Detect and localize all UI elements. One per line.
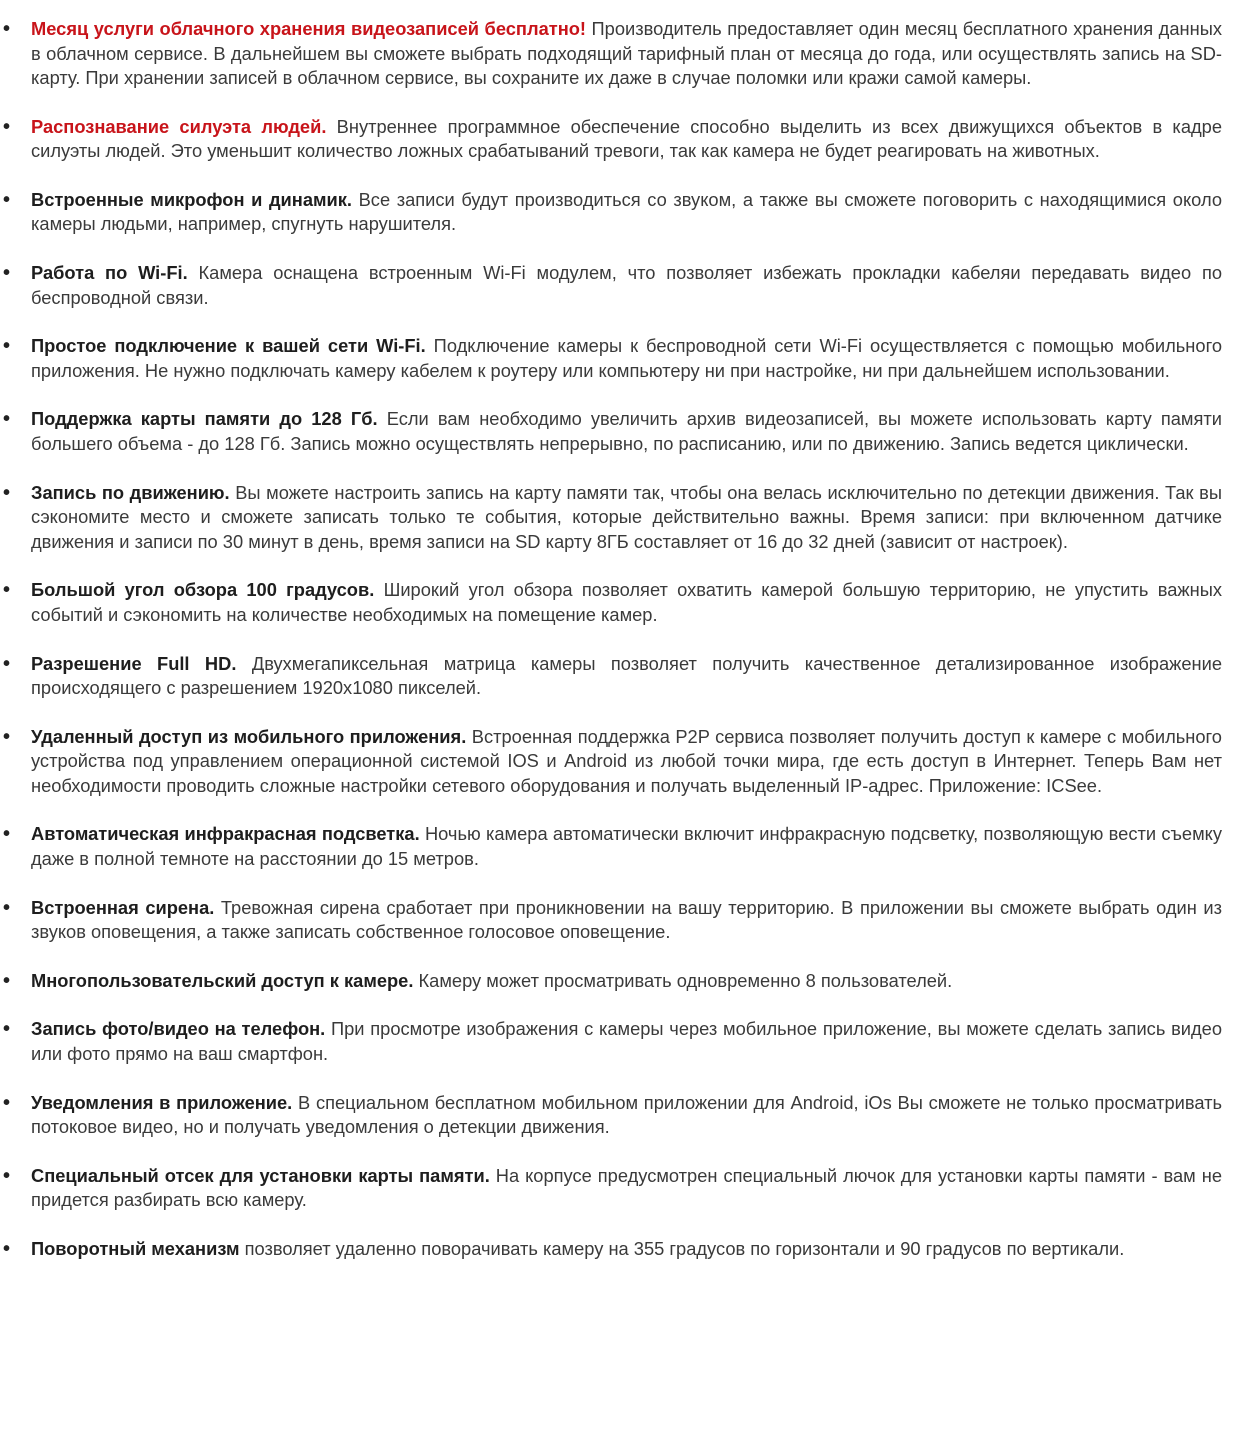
feature-item bbox=[0, 578, 1234, 627]
feature-item bbox=[0, 725, 1234, 799]
bullet-icon: • bbox=[3, 896, 11, 919]
feature-text: Камеру может просматривать одновременно 8 пользователей. bbox=[413, 969, 953, 991]
feature-text: Камера оснащена встроенным Wi-Fi модулем, что позволяет избежать прокладки кабеляи передавать видео по беспроводной связи. bbox=[31, 262, 1223, 308]
feature-title: Простое подключение к вашей сети Wi-Fi. bbox=[31, 335, 426, 357]
feature-text: Внутреннее программное обеспечение способно выделить из всех движущихся объектов в кадре силуэты людей. Это уменьшит количество ложных срабатываний тревоги, так как камера не будет реагировать на животных. bbox=[31, 115, 1222, 162]
bullet-icon: • bbox=[3, 18, 11, 40]
feature-text: Широкий угол обзора позволяет охватить камерой большую территорию, не упустить важных событий и сэкономить на количестве необходимых на помещение камер. bbox=[31, 579, 1222, 625]
feature-title: Поворотный механизм bbox=[31, 1238, 240, 1259]
feature-title: Разрешение Full HD. bbox=[31, 652, 237, 674]
feature-title: Запись фото/видео на телефон. bbox=[31, 1018, 326, 1040]
feature-item bbox=[0, 115, 1234, 164]
feature-item bbox=[0, 1091, 1234, 1140]
feature-text: Производитель предоставляет один месяц бесплатного хранения данных в облачном сервисе. В дальнейшем вы сможете выбрать подходящий тарифный план от месяца до года, или осуществлять запись на SD-карту. При хранении записей в облачном сервисе, вы сохраните их даже в случае поломки или кражи самой камеры. bbox=[31, 18, 1222, 88]
feature-title: Встроенные микрофон и динамик. bbox=[31, 188, 352, 210]
bullet-icon: • bbox=[3, 335, 11, 358]
bullet-icon: • bbox=[3, 481, 11, 504]
bullet-icon: • bbox=[3, 1238, 11, 1260]
feature-item bbox=[0, 188, 1234, 237]
bullet-icon: • bbox=[3, 115, 11, 138]
feature-text: Если вам необходимо увеличить архив видеозаписей, вы можете использовать карту памяти большего объема - до 128 Гб. Запись можно осуществлять непрерывно, по расписанию, или по движению. Запись ведется циклически. bbox=[31, 408, 1222, 454]
feature-title: Запись по движению. bbox=[31, 481, 230, 503]
bullet-icon: • bbox=[3, 725, 11, 748]
bullet-icon: • bbox=[3, 188, 11, 211]
bullet-icon: • bbox=[3, 1091, 11, 1114]
feature-title: Многопользовательский доступ к камере. bbox=[31, 969, 414, 991]
feature-text: На корпусе предусмотрен специальный лючок для установки карты памяти - вам не придется разбирать всю камеру. bbox=[31, 1164, 1222, 1211]
feature-title: Уведомления в приложение. bbox=[31, 1091, 293, 1113]
feature-text: Встроенная поддержка P2P сервиса позволяет получить доступ к камере с мобильного устройства под управлением операционной системой IOS и Android из любой точки мира, где есть доступ в Интернет. Теперь Вам нет необходимости проводить сложные настройки сетевого оборудования и получать выделенный IP-адрес. Приложение: ICSee. bbox=[31, 725, 1222, 796]
feature-item bbox=[0, 1164, 1234, 1213]
bullet-icon: • bbox=[3, 579, 11, 602]
feature-text: Вы можете настроить запись на карту памяти так, чтобы она велась исключительно по детекции движения. Так вы сэкономите место и сможете записать только те события, которые действительно важны. Время записи: при включенном датчике движения и записи по 30 минут в день, время записи на SD карту 8ГБ составляет от 16 до 32 дней (зависит от настроек). bbox=[31, 481, 1222, 552]
bullet-icon: • bbox=[3, 262, 11, 285]
feature-text: Ночью камера автоматически включит инфракрасную подсветку, позволяющую вести съемку даже в полной темноте на расстоянии до 15 метров. bbox=[31, 823, 1222, 869]
feature-item bbox=[0, 17, 1234, 91]
feature-title: Распознавание силуэта людей. bbox=[31, 115, 327, 137]
feature-title: Большой угол обзора 100 градусов. bbox=[31, 579, 375, 601]
feature-title: Автоматическая инфракрасная подсветка. bbox=[31, 823, 420, 845]
feature-item bbox=[0, 652, 1234, 701]
feature-title: Удаленный доступ из мобильного приложения. bbox=[31, 725, 467, 747]
bullet-icon: • bbox=[3, 1164, 11, 1187]
feature-title: Работа по Wi-Fi. bbox=[31, 262, 188, 284]
feature-title: Поддержка карты памяти до 128 Гб. bbox=[31, 408, 378, 430]
feature-item bbox=[0, 969, 1234, 994]
feature-title: Месяц услуги облачного хранения видеозаписей бесплатно! bbox=[31, 18, 586, 39]
feature-item bbox=[0, 261, 1234, 310]
feature-title: Встроенная сирена. bbox=[31, 896, 215, 918]
feature-text: Тревожная сирена сработает при проникновении на вашу территорию. В приложении вы сможете выбрать один из звуков оповещения, а также записать собственное голосовое оповещение. bbox=[31, 896, 1222, 943]
feature-text: Двухмегапиксельная матрица камеры позволяет получить качественное детализированное изображение происходящего с разрешением 1920x1080 пикселей. bbox=[31, 652, 1222, 698]
feature-item bbox=[0, 1017, 1234, 1066]
feature-text: В специальном бесплатном мобильном приложении для Android, iOs Вы сможете не только просматривать потоковое видео, но и получать уведомления о детекции движения. bbox=[31, 1091, 1223, 1138]
feature-text: позволяет удаленно поворачивать камеру на 355 градусов по горизонтали и 90 градусов по вертикали. bbox=[239, 1238, 1125, 1259]
feature-item bbox=[0, 334, 1234, 383]
bullet-icon: • bbox=[3, 652, 11, 675]
feature-item bbox=[0, 481, 1234, 555]
bullet-icon: • bbox=[3, 823, 11, 846]
feature-item bbox=[0, 1237, 1234, 1262]
feature-item bbox=[0, 822, 1234, 871]
feature-title: Специальный отсек для установки карты памяти. bbox=[31, 1164, 490, 1186]
feature-text: Все записи будут производиться со звуком, а также вы сможете поговорить с находящимися около камеры людьми, например, спугнуть нарушителя. bbox=[31, 188, 1222, 235]
feature-item bbox=[0, 896, 1234, 945]
bullet-icon: • bbox=[3, 408, 11, 431]
feature-text: При просмотре изображения с камеры через мобильное приложение, вы можете сделать запись видео или фото прямо на ваш смартфон. bbox=[31, 1018, 1222, 1064]
feature-text: Подключение камеры к беспроводной сети Wi-Fi осуществляется с помощью мобильного приложения. Не нужно подключать камеру кабелем к роутеру или компьютеру ни при настройке, ни при дальнейшем использовании. bbox=[31, 335, 1223, 381]
bullet-icon: • bbox=[3, 969, 11, 992]
feature-item bbox=[0, 407, 1234, 456]
bullet-icon: • bbox=[3, 1018, 11, 1041]
feature-list bbox=[0, 17, 1234, 1286]
